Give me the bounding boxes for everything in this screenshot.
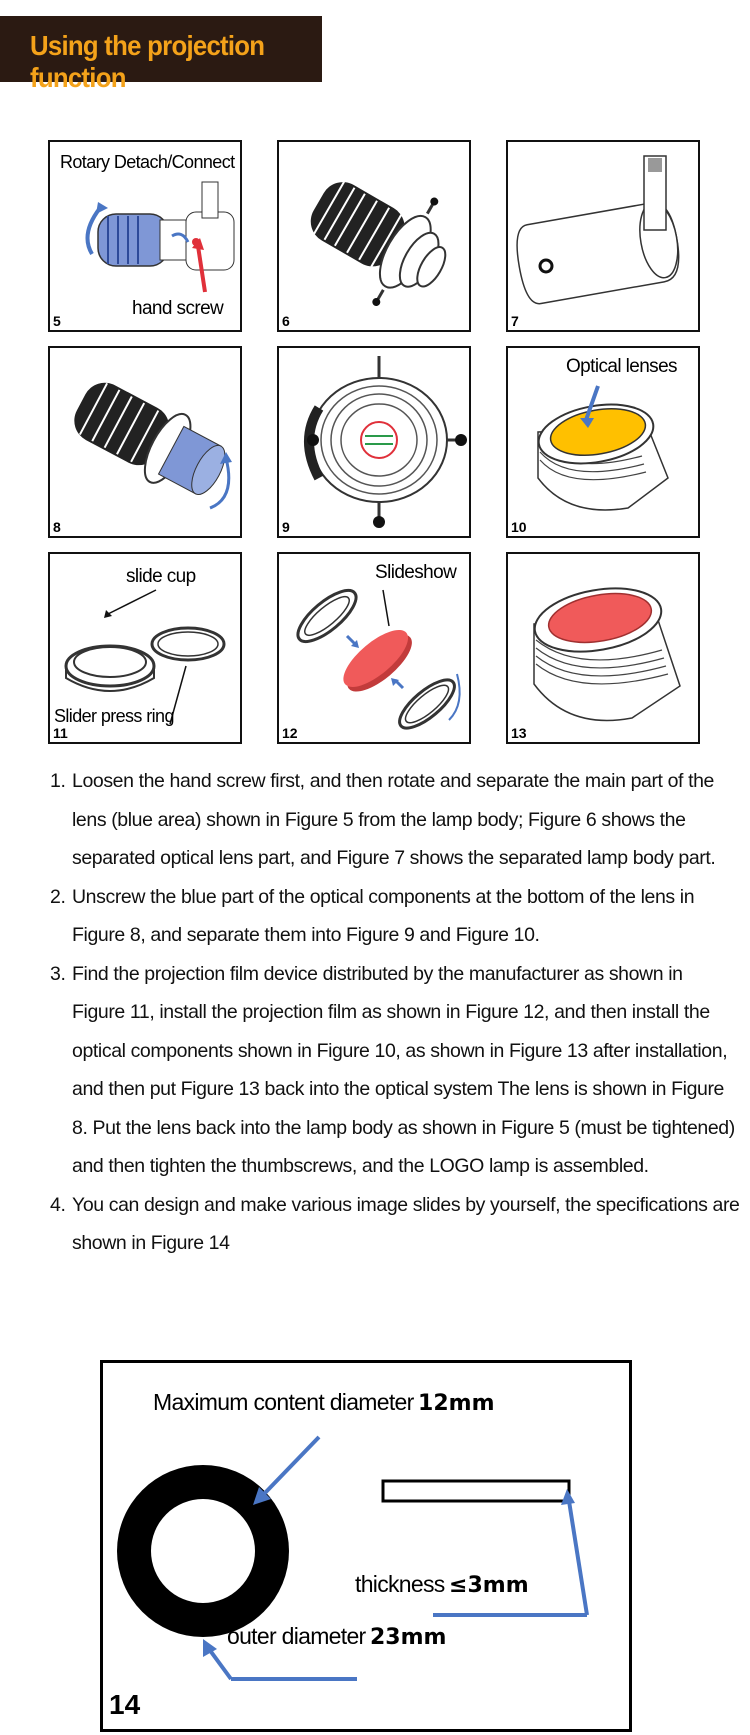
figure-number: 6 <box>282 313 290 329</box>
slideshow-label: Slideshow <box>375 562 457 583</box>
figure-number: 7 <box>511 313 519 329</box>
page-title: Using the projection function <box>30 30 265 93</box>
thickness-spec: thickness ≤3mm <box>355 1571 529 1598</box>
outer-diameter-spec: outer diameter 23mm <box>227 1623 447 1650</box>
list-item: 4. You can design and make various image slides by yourself, the specifications are shown in Figure 14 <box>50 1193 740 1254</box>
slide-spec-diagram <box>103 1363 629 1729</box>
max-content-diameter: Maximum content diameter 12mm <box>153 1389 495 1416</box>
figure-12 <box>277 552 471 744</box>
slider-press-ring-label: Slider press ring <box>54 706 174 726</box>
lens-unscrew-illustration <box>50 348 240 536</box>
figure-9 <box>277 346 471 538</box>
lamp-body-illustration <box>508 142 698 330</box>
separated-lens-illustration <box>279 348 469 536</box>
figure-number: 5 <box>53 313 61 329</box>
figure-6 <box>277 140 471 332</box>
figure-number: 13 <box>511 725 527 741</box>
figure-number: 10 <box>511 519 527 535</box>
figure-8 <box>48 346 242 538</box>
slide-cup-label: slide cup <box>126 566 196 587</box>
figure-14 <box>100 1360 632 1732</box>
list-item: 2. Unscrew the blue part of the optical components at the bottom of the lens in Figure 8, and separate them into Figure 9 and Figure 10. <box>50 885 695 946</box>
slide-thickness-bar <box>383 1481 569 1501</box>
figure-11 <box>48 552 242 744</box>
rotary-detach-label: Rotary Detach/Connect <box>60 152 235 172</box>
assembled-optics-illustration <box>508 554 698 742</box>
figure-number: 9 <box>282 519 290 535</box>
figure-7 <box>506 140 700 332</box>
figure-number: 14 <box>109 1689 141 1720</box>
list-item: 3. Find the projection film device distributed by the manufacturer as shown in Figure 11, install the projection film as shown in Figure 12, and then install the optical components shown in Figure 10, as shown in Figure 13 after installation, and then put Figure 13 back into the optical system The lens is shown in Figure 8. Put the lens back into the lamp body as shown in Figure 5 (must be tightened) and then tighten the thumbscrews, and the LOGO lamp is assembled. <box>50 962 735 1177</box>
figure-number: 8 <box>53 519 61 535</box>
figure-number: 11 <box>53 725 68 741</box>
slide-content-area <box>151 1499 255 1603</box>
optical-lenses-label: Optical lenses <box>566 356 677 377</box>
optical-lens-part-illustration <box>279 142 469 330</box>
instruction-list <box>50 762 740 1263</box>
figure-10 <box>506 346 700 538</box>
title-banner <box>0 16 322 93</box>
list-item: 1. Loosen the hand screw first, and then rotate and separate the main part of the lens (blue area) shown in Figure 5 from the lamp body; Figure 6 shows the separated optical lens part, and Figure 7 shows the separated lamp body part. <box>50 770 716 869</box>
hand-screw-label: hand screw <box>132 298 224 319</box>
figure-number: 12 <box>282 725 298 741</box>
figure-13 <box>506 552 700 744</box>
figure-5 <box>48 140 242 332</box>
